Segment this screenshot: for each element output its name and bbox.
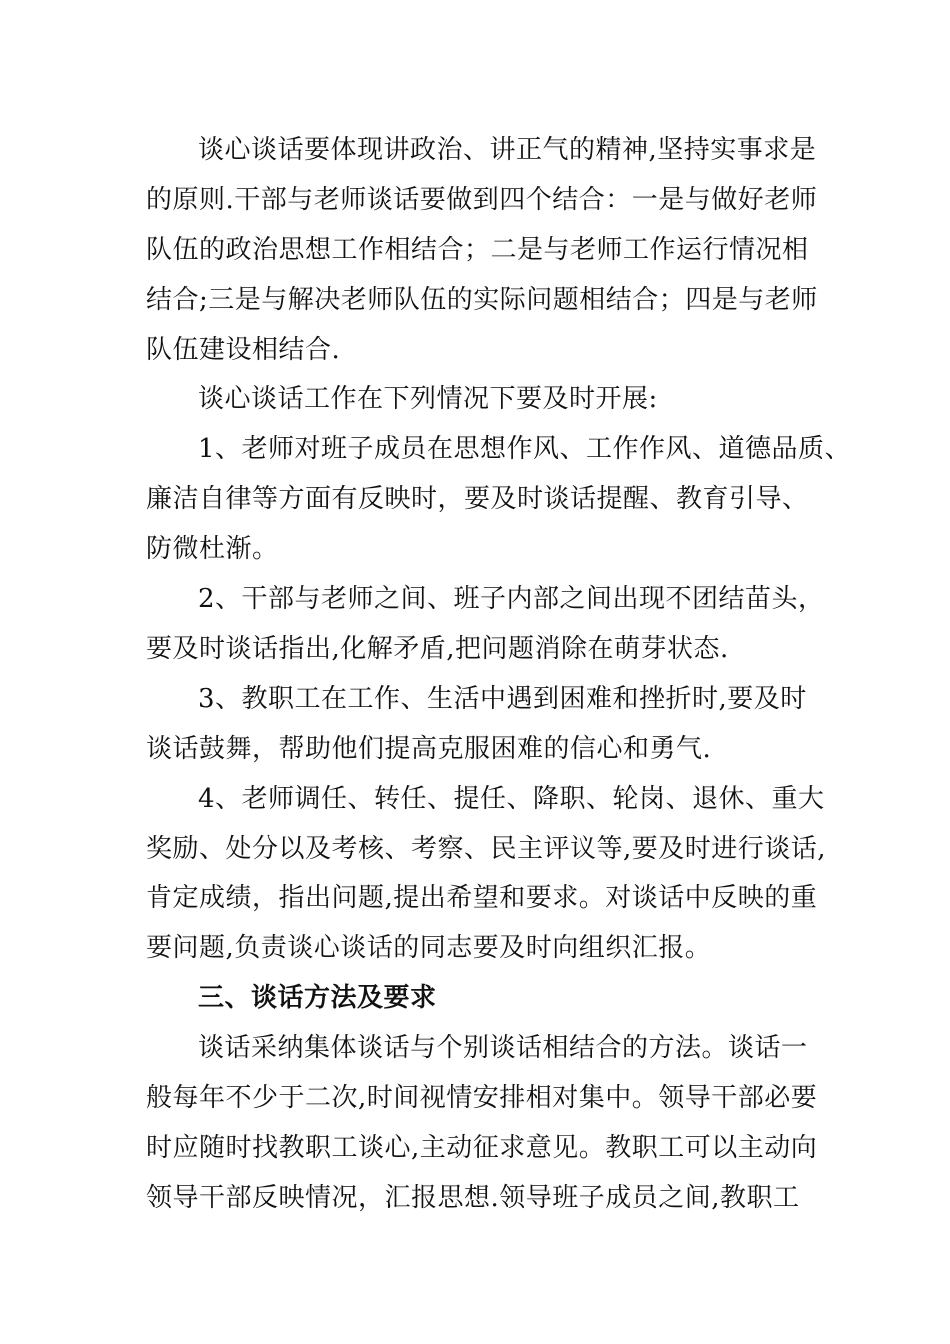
paragraph-line: 队伍建设相结合. bbox=[146, 335, 341, 365]
paragraph-line: 的原则.干部与老师谈话要做到四个结合：一是与做好老师 bbox=[146, 185, 818, 215]
list-item-line: 防微杜渐。 bbox=[146, 534, 279, 564]
list-item-line: 2、干部与老师之间、班子内部之间出现不团结苗头， bbox=[198, 584, 825, 614]
section-heading: 三、谈话方法及要求 bbox=[198, 983, 437, 1013]
paragraph-line: 领导干部反映情况，汇报思想.领导班子成员之间,教职工 bbox=[146, 1183, 800, 1213]
list-item-line: 4、老师调任、转任、提任、降职、轮岗、退休、重大 bbox=[198, 784, 825, 814]
paragraph-line: 谈心谈话工作在下列情况下要及时开展: bbox=[198, 384, 658, 414]
list-item-line: 廉洁自律等方面有反映时，要及时谈话提醒、教育引导、 bbox=[146, 484, 809, 514]
list-item-line: 3、教职工在工作、生活中遇到困难和挫折时,要及时 bbox=[198, 684, 807, 714]
list-item-line: 1、老师对班子成员在思想作风、工作作风、道德品质、 bbox=[198, 434, 852, 464]
list-item-line: 肯定成绩，指出问题,提出希望和要求。对谈话中反映的重 bbox=[146, 883, 818, 913]
paragraph-line: 谈话采纳集体谈话与个别谈话相结合的方法。谈话一 bbox=[198, 1033, 808, 1063]
list-item-line: 谈话鼓舞，帮助他们提高克服困难的信心和勇气. bbox=[146, 734, 712, 764]
list-item-line: 要问题,负责谈心谈话的同志要及时向组织汇报。 bbox=[146, 933, 712, 963]
paragraph-line: 结合;三是与解决老师队伍的实际问题相结合；四是与老师 bbox=[146, 285, 818, 315]
paragraph-line: 般每年不少于二次,时间视情安排相对集中。领导干部必要 bbox=[146, 1083, 818, 1113]
list-item-line: 奖励、处分以及考核、考察、民主评议等,要及时进行谈话, bbox=[146, 834, 827, 864]
paragraph-line: 谈心谈话要体现讲政治、讲正气的精神,坚持实事求是 bbox=[198, 135, 817, 165]
paragraph-line: 队伍的政治思想工作相结合；二是与老师工作运行情况相 bbox=[146, 235, 809, 265]
paragraph-line: 时应随时找教职工谈心,主动征求意见。教职工可以主动向 bbox=[146, 1133, 818, 1163]
list-item-line: 要及时谈话指出,化解矛盾,把问题消除在萌芽状态. bbox=[146, 634, 729, 664]
